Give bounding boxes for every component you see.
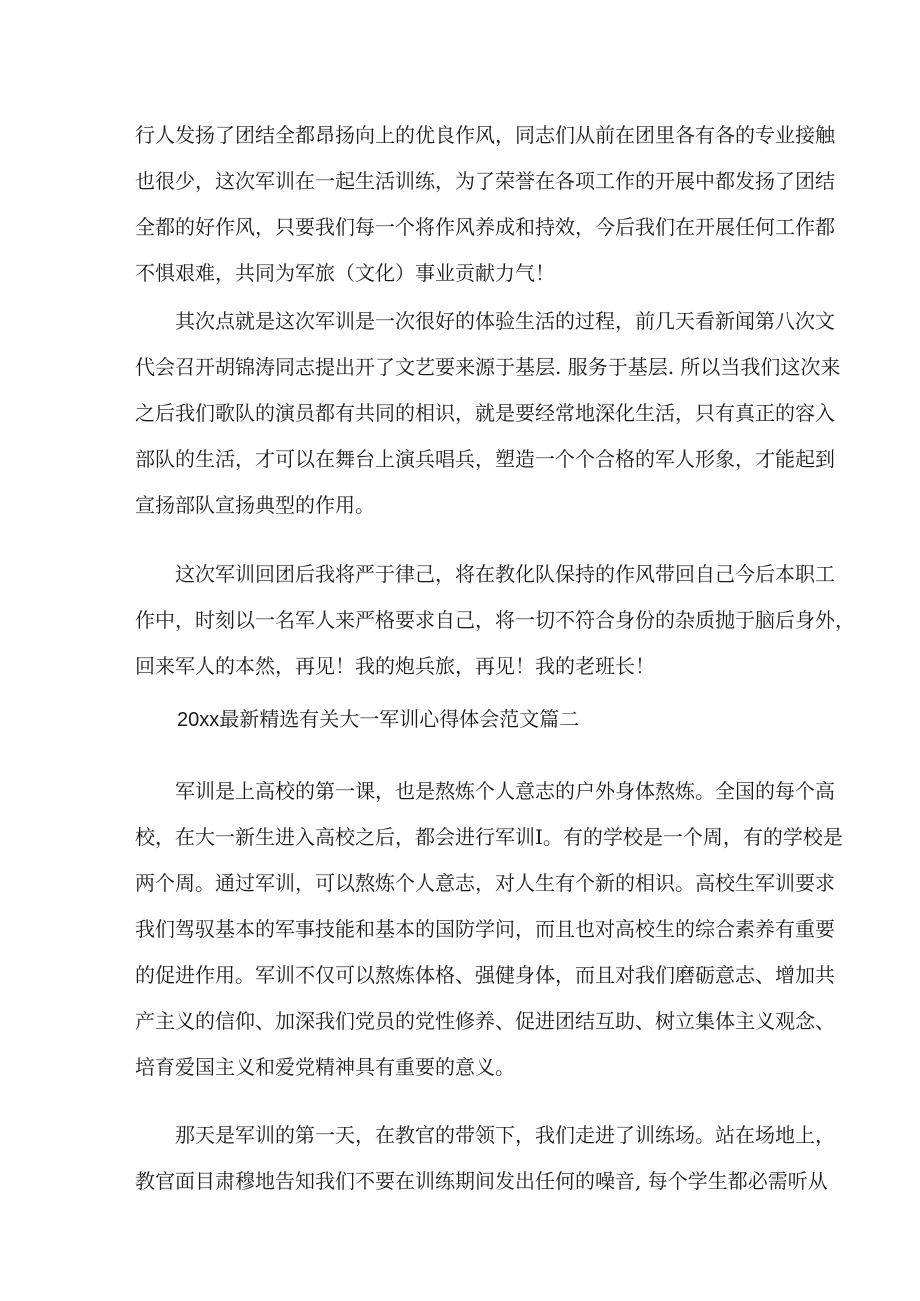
section-heading: 20xx最新精选有关大一军训心得体会范文篇二 bbox=[177, 709, 580, 731]
text-line: 回来军人的本然，再见！我的炮兵旅，再见！我的老班长！ bbox=[135, 654, 655, 678]
paragraph-2 bbox=[135, 298, 841, 528]
text-line: 校，在大一新生进入高校之后，都会进行军训I。有的学校是一个周，有的学校是 bbox=[135, 825, 843, 849]
text-line: 产主义的信仰、加深我们党员的党性修养、促进团结互助、树立集体主义观念、 bbox=[135, 1009, 835, 1033]
text-line: 也很少，这次军训在一起生活训练，为了荣誉在各项工作的开展中都发扬了团结 bbox=[135, 169, 835, 193]
paragraph-4 bbox=[135, 768, 843, 1090]
text-line: 两个周。通过军训，可以熬炼个人意志，对人生有个新的相识。高校生军训要求 bbox=[135, 871, 835, 895]
paragraph-3 bbox=[135, 551, 855, 689]
text-line: 作中，时刻以一名军人来严格要求自己，将一切不符合身份的杂质抛于脑后身外， bbox=[135, 608, 855, 632]
text-line: 全都的好作风，只要我们每一个将作风养成和持效，今后我们在开展任何工作都 bbox=[135, 215, 835, 239]
text-line: 不惧艰难，共同为军旅（文化）事业贡献力气！ bbox=[135, 261, 555, 285]
text-line: 的促进作用。军训不仅可以熬炼体格、强健身体，而且对我们磨砺意志、增加共 bbox=[135, 963, 835, 987]
text-line: 宣扬部队宣扬典型的作用。 bbox=[135, 493, 375, 517]
text-line: 我们驾驭基本的军事技能和基本的国防学问，而且也对高校生的综合素养有重要 bbox=[135, 917, 835, 941]
text-line: 部队的生活，才可以在舞台上演兵唱兵，塑造一个个合格的军人形象，才能起到 bbox=[135, 447, 835, 471]
text-line: 其次点就是这次军训是一次很好的体验生活的过程，前几天看新闻第八次文 bbox=[135, 309, 835, 333]
text-line: 培育爱国主义和爱党精神具有重要的意义。 bbox=[135, 1055, 515, 1079]
text-line: 那天是军训的第一天，在教官的带领下，我们走进了训练场。站在场地上， bbox=[135, 1123, 835, 1147]
text-line: 之后我们歌队的演员都有共同的相识，就是要经常地深化生活，只有真正的容入 bbox=[135, 401, 835, 425]
text-line: 这次军训回团后我将严于律己，将在教化队保持的作风带回自己今后本职工 bbox=[135, 562, 835, 586]
text-line: 代会召开胡锦涛同志提出开了文艺要来源于基层. 服务于基层. 所以当我们这次来 bbox=[135, 355, 841, 379]
paragraph-5 bbox=[135, 1112, 835, 1204]
paragraph-1 bbox=[135, 112, 835, 296]
text-line: 行人发扬了团结全都昂扬向上的优良作风，同志们从前在团里各有各的专业接触 bbox=[135, 123, 835, 147]
text-line: 军训是上高校的第一课，也是熬炼个人意志的户外身体熬炼。全国的每个高 bbox=[135, 779, 835, 803]
text-line: 教官面目肃穆地告知我们不要在训练期间发出任何的噪音, 每个学生都必需听从 bbox=[135, 1169, 828, 1193]
